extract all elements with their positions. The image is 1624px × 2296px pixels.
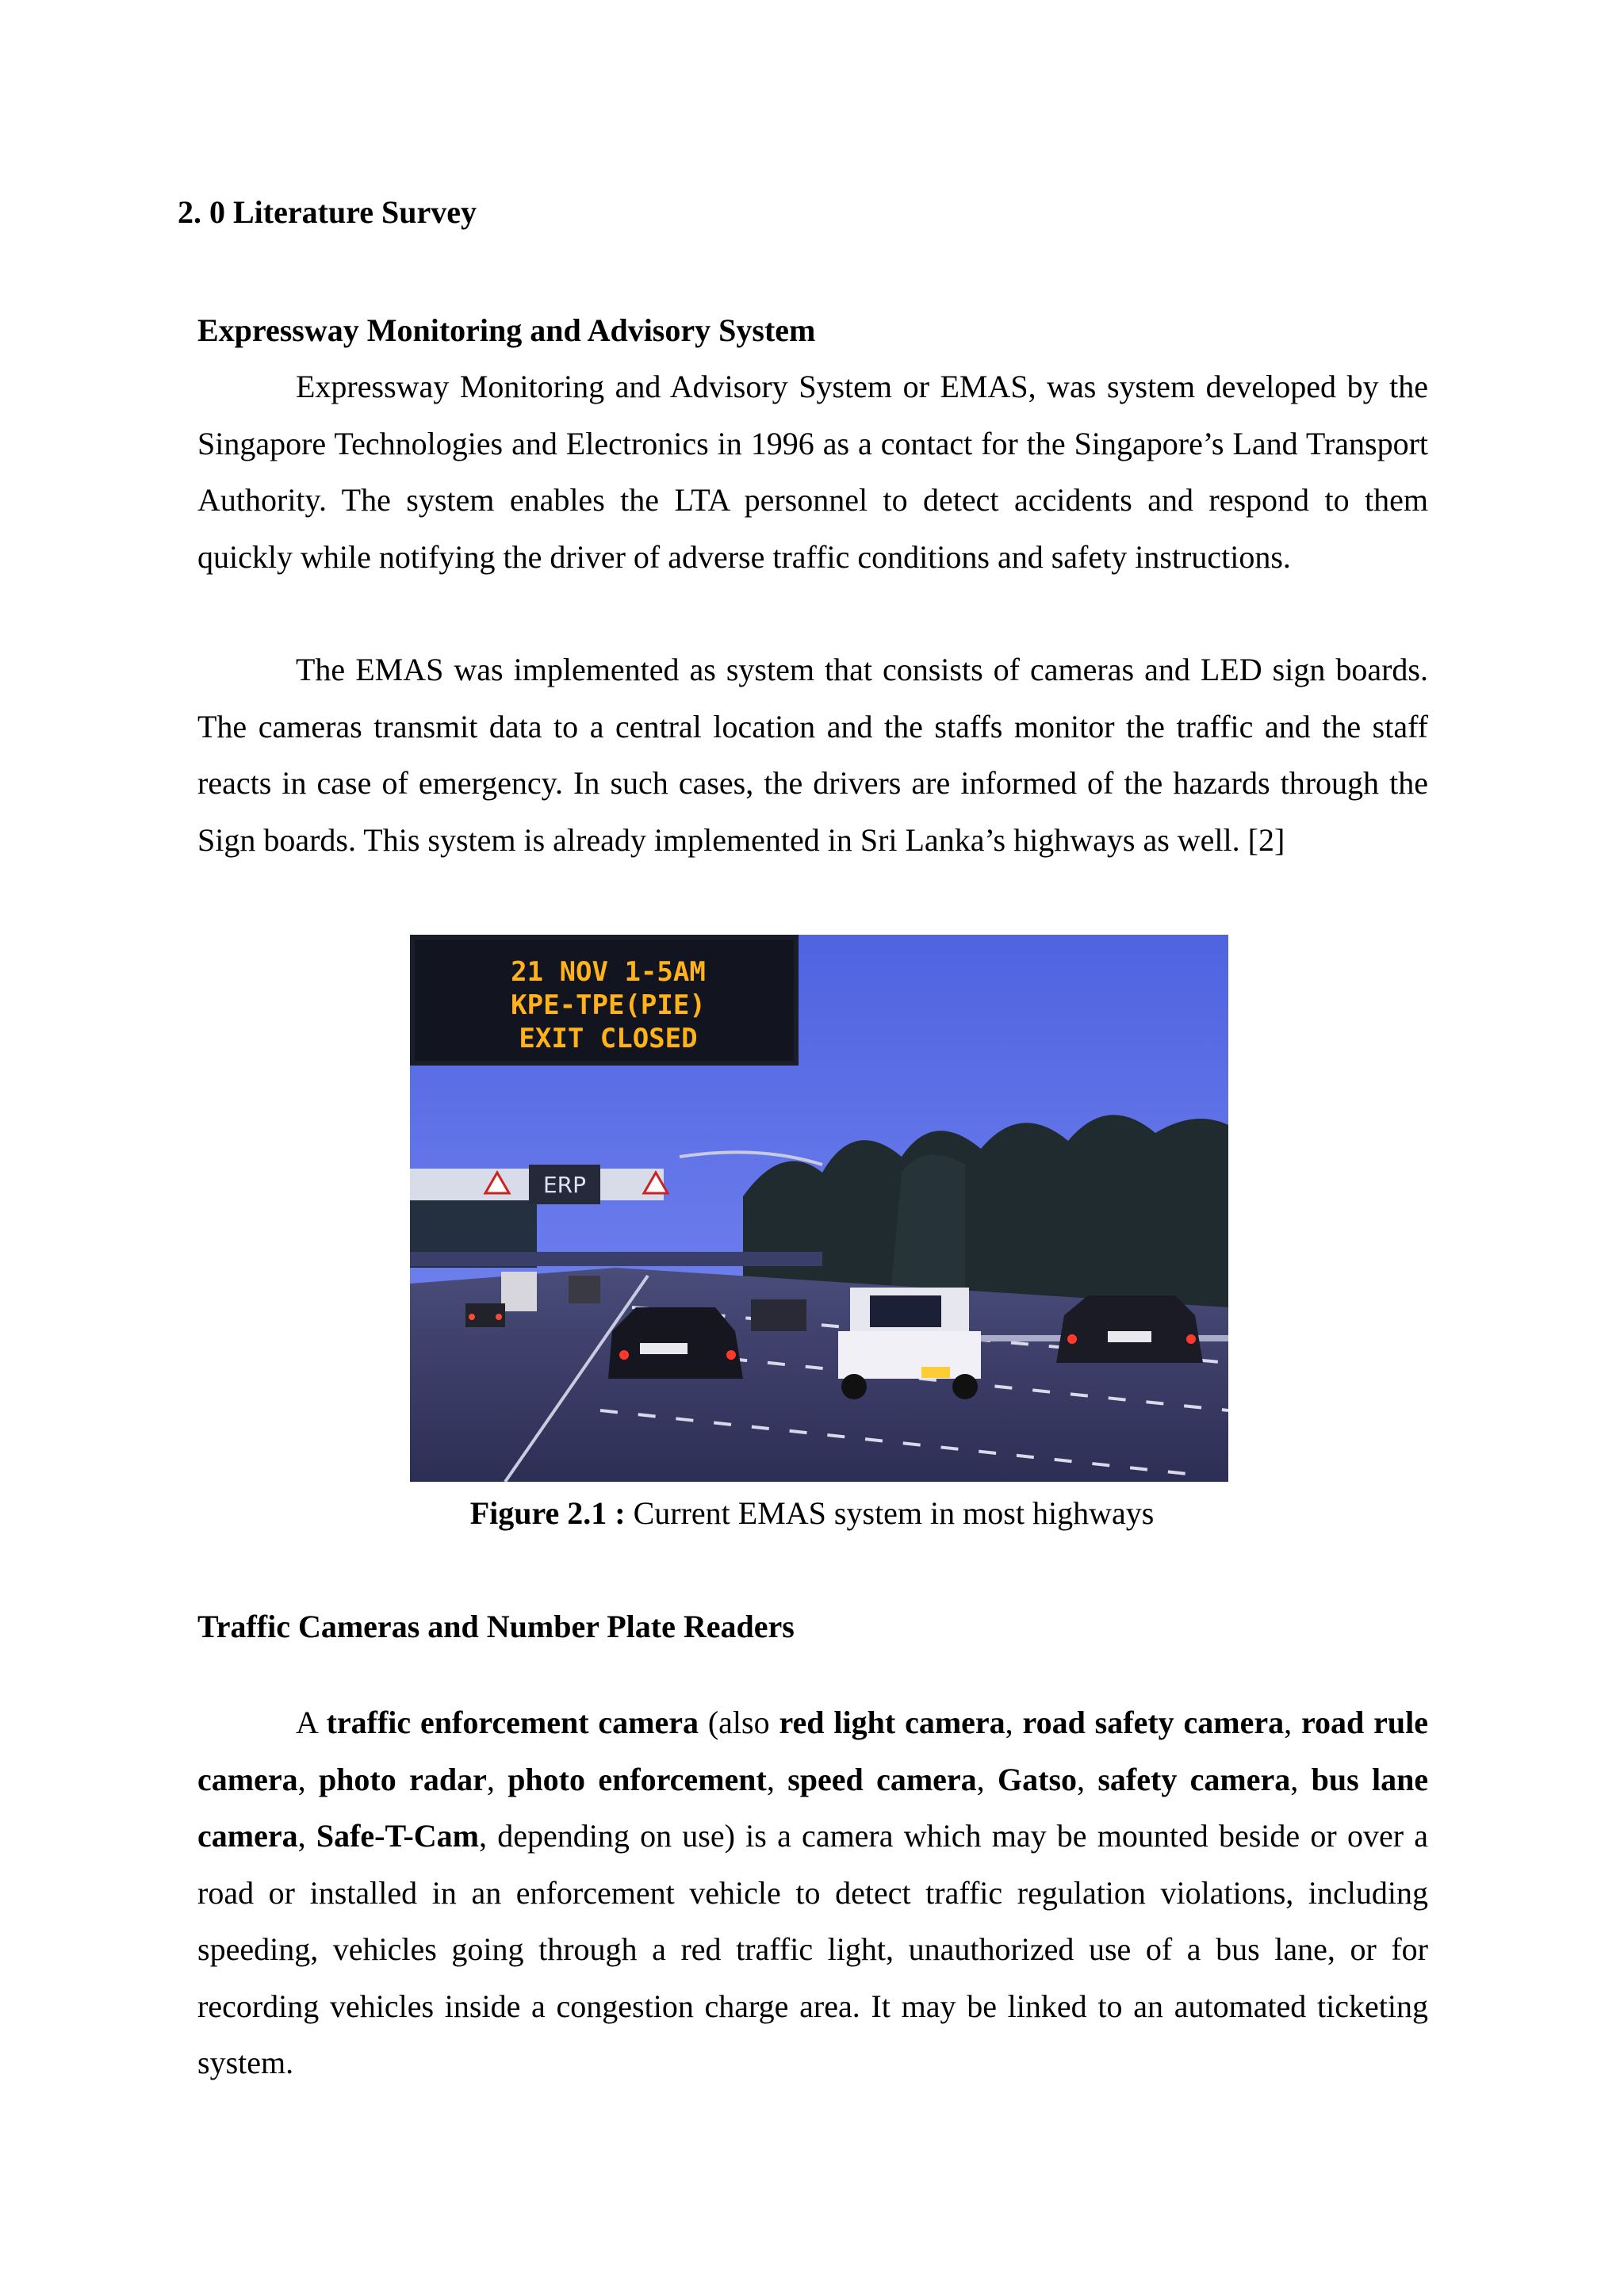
emas-highway-photo	[410, 935, 1228, 1482]
cameras-text-10: ,	[297, 1818, 316, 1854]
cameras-text-11: , depending on use) is a camera which may be mounted beside or over a road or installed in an enforcement vehicle to detect traffic regulation violations, including speeding, vehicles going through a red traffic light, unauthorized use of a bus lane, or for recording vehicles inside a congestion charge area. It may be linked to an automated ticketing system.	[197, 1818, 1429, 2080]
cameras-text-8: ,	[1077, 1761, 1098, 1797]
emas-paragraph-2	[197, 641, 1428, 868]
term-road-rule-camera: road rule camera	[197, 1705, 1429, 1797]
figure-caption	[0, 1494, 1624, 1532]
cameras-text-5: ,	[486, 1761, 508, 1797]
section-title: 2. 0 Literature Survey	[178, 194, 477, 230]
emas-paragraph-2-text: The EMAS was implemented as system that consists of cameras and LED sign boards. The cameras transmit data to a central location and the staffs monitor the traffic and the staff reacts in case of emergency. In such cases, the drivers are informed of the hazards through the Sign boards. This system is already implemented in Sri Lanka’s highways as well. [2]	[197, 652, 1428, 858]
term-speed-camera: speed camera	[787, 1761, 977, 1797]
led-sign-line-3: EXIT CLOSED	[519, 1023, 698, 1054]
cameras-text-6: ,	[766, 1761, 788, 1797]
cameras-text-4: ,	[297, 1761, 319, 1797]
term-red-light-camera: red light camera	[779, 1705, 1005, 1740]
cameras-paragraph	[197, 1694, 1428, 2091]
highway-photo-illustration	[410, 935, 1228, 1482]
figure-caption-text: Current EMAS system in most highways	[625, 1495, 1155, 1531]
figure-caption-label: Figure 2.1 :	[469, 1495, 626, 1531]
led-sign-line-2: KPE-TPE(PIE)	[511, 989, 706, 1021]
emas-heading: Expressway Monitoring and Advisory System	[197, 312, 816, 348]
cameras-text-7: ,	[976, 1761, 998, 1797]
term-bus-lane-camera: bus lane camera	[197, 1761, 1429, 1854]
cameras-text-0: A	[296, 1705, 327, 1740]
term-road-safety-camera: road safety camera	[1022, 1705, 1285, 1740]
term-traffic-enforcement-camera: traffic enforcement camera	[326, 1705, 699, 1740]
cameras-text-2: ,	[1005, 1705, 1023, 1740]
emas-paragraph-1	[197, 358, 1428, 585]
term-safe-t-cam: Safe-T-Cam	[316, 1818, 480, 1854]
cameras-heading: Traffic Cameras and Number Plate Readers	[197, 1609, 795, 1644]
cameras-text-1: (also	[698, 1705, 779, 1740]
cameras-text-9: ,	[1290, 1761, 1312, 1797]
term-gatso: Gatso	[998, 1761, 1078, 1797]
emas-paragraph-1-text: Expressway Monitoring and Advisory System or EMAS, was system developed by the Singapore Technologies and Electronics in 1996 as a contact for the Singapore’s Land Transport Authority. The system enables the LTA personnel to detect accidents and respond to them quickly while notifying the driver of adverse traffic conditions and safety instructions.	[197, 369, 1428, 575]
term-safety-camera: safety camera	[1097, 1761, 1291, 1797]
term-photo-enforcement: photo enforcement	[508, 1761, 767, 1797]
led-sign-line-1: 21 NOV 1-5AM	[511, 956, 706, 988]
gantry-label: ERP	[542, 1172, 587, 1198]
cameras-text-3: ,	[1284, 1705, 1301, 1740]
term-photo-radar: photo radar	[318, 1761, 487, 1797]
